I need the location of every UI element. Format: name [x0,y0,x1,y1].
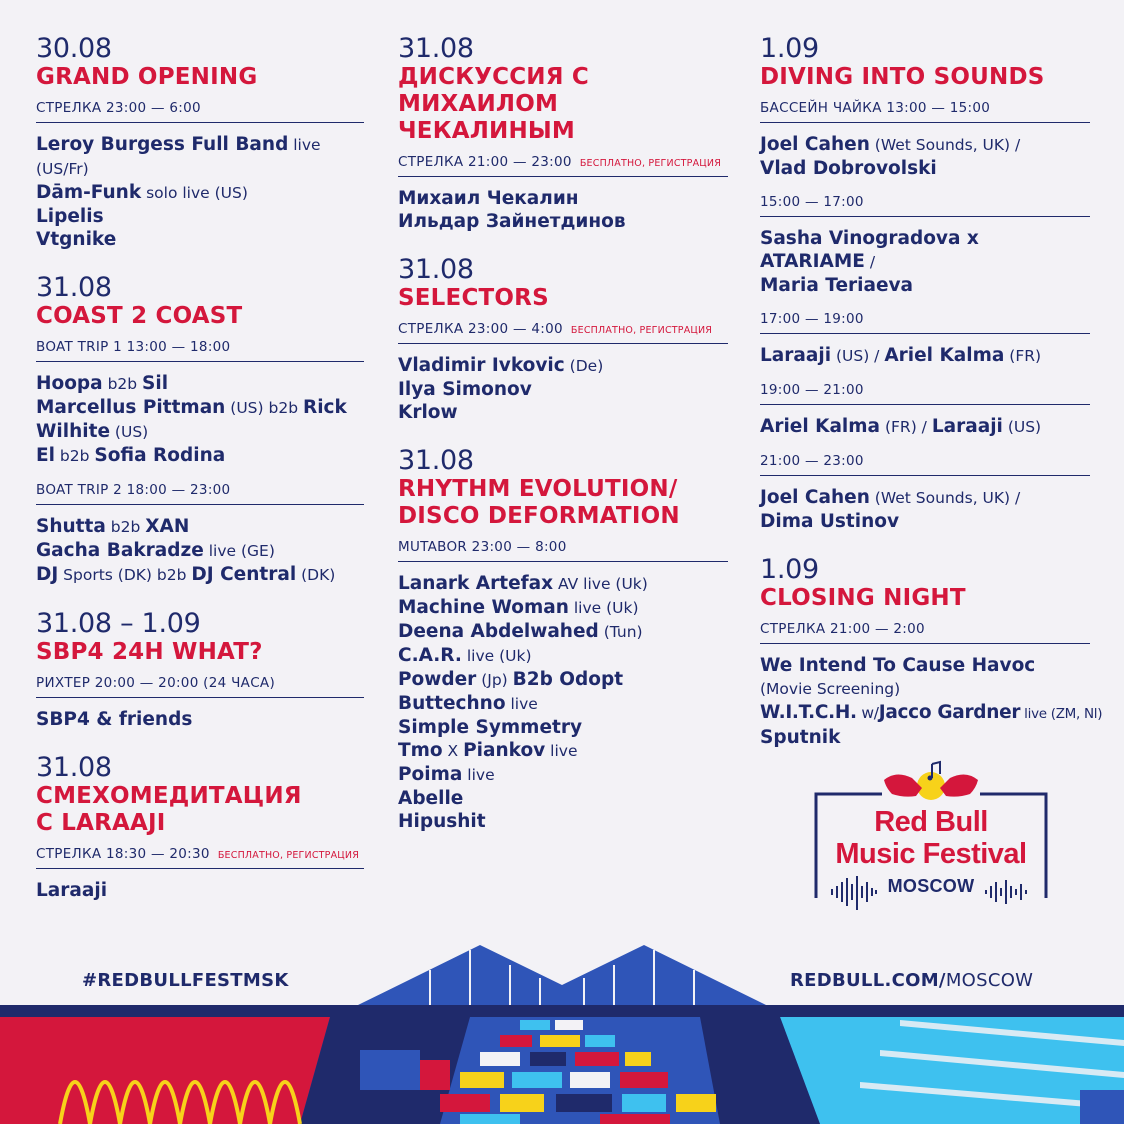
venue-time: СТРЕЛКА 18:30 — 20:30 БЕСПЛАТНО, РЕГИСТРАЦИЯ [36,837,364,869]
artist: Vtgnike [36,229,117,250]
artist: Joel Cahen (Wet Sounds, UK) / [760,487,1021,508]
venue-time: СТРЕЛКА 23:00 — 4:00 БЕСПЛАТНО, РЕГИСТРАЦИЯ [398,312,728,344]
artist: Laraaji [36,880,108,901]
event-date: 1.09 [760,554,819,585]
time-slot: 17:00 — 19:00 [760,305,1090,334]
artist: Vladimir Ivkovic (De) [398,355,604,376]
hashtag: #REDBULLFESTMSK [82,970,289,991]
event-title: RHYTHM EVOLUTION/ [398,476,678,502]
artist: Marcellus Pittman (US) b2b Rick [36,397,347,418]
artist: Михаил Чекалин [398,188,579,209]
artist: Sasha Vinogradova x ATARIAME / [760,228,979,272]
artist: Dima Ustinov [760,511,900,532]
logo-line-3: MOSCOW [887,876,975,896]
venue-time: MUTABOR 23:00 — 8:00 [398,530,728,562]
artist: Laraaji (US) / Ariel Kalma (FR) [760,345,1042,366]
event-title: МИХАИЛОМ ЧЕКАЛИНЫМ [398,91,576,144]
free-registration-note: БЕСПЛАТНО, РЕГИСТРАЦИЯ [217,850,359,861]
event-title: СМЕХОМЕДИТАЦИЯ [36,783,302,809]
event-date: 30.08 [36,33,112,64]
event-date: 31.08 [36,272,112,303]
venue-time: СТРЕЛКА 21:00 — 2:00 [760,612,1090,644]
event-date: 31.08 [398,33,474,64]
artist: Wilhite (US) [36,421,149,442]
artist: Joel Cahen (Wet Sounds, UK) / [760,134,1021,155]
venue-time: СТРЕЛКА 21:00 — 23:00 БЕСПЛАТНО, РЕГИСТРАЦИЯ [398,145,728,177]
artist: Deena Abdelwahed (Tun) [398,621,643,642]
event-date: 31.08 [398,254,474,285]
artist: Krlow [398,402,458,423]
artist: Gacha Bakradze live (GE) [36,540,275,561]
event-title: ДИСКУССИЯ С [398,64,589,90]
artist-note: (Movie Screening) [760,680,901,698]
venue-time: СТРЕЛКА 23:00 — 6:00 [36,91,364,123]
artist: Powder (Jp) B2b Odopt [398,669,624,690]
event-title: С LARAAJI [36,810,166,836]
event-title: SBP4 24H WHAT? [36,639,263,665]
event-title: DIVING INTO SOUNDS [760,64,1045,90]
artist: El b2b Sofia Rodina [36,445,226,466]
venue-time: РИХТЕР 20:00 — 20:00 (24 ЧАСА) [36,666,364,698]
event-date: 1.09 [760,33,819,64]
artist: Leroy Burgess Full Band live (US/Fr) [36,134,321,178]
website-link[interactable]: REDBULL.COM/MOSCOW [790,970,1034,991]
artist: Dām-Funk solo live (US) [36,182,248,203]
artist: Ilya Simonov [398,379,532,400]
artist: SBP4 & friends [36,709,193,730]
artist: Hipushit [398,811,486,832]
artist: Tmo X Piankov live [398,740,578,761]
time-slot: 15:00 — 17:00 [760,188,1090,217]
artist: Abelle [398,788,464,809]
artist: C.A.R. live (Uk) [398,645,532,666]
artist: Maria Teriaeva [760,275,914,296]
event-date: 31.08 [398,445,474,476]
venue-time: БАССЕЙН ЧАЙКА 13:00 — 15:00 [760,91,1090,123]
artist: Sputnik [760,727,841,748]
artist: Machine Woman live (Uk) [398,597,639,618]
artist: Lanark Artefax AV live (Uk) [398,573,648,594]
artist: Poima live [398,764,495,785]
time-slot: 21:00 — 23:00 [760,447,1090,476]
event-title: DISCO DEFORMATION [398,503,680,529]
artist: Buttechno live [398,693,538,714]
artist: We Intend To Cause Havoc [760,655,1036,676]
artist: Ильдар Зайнетдинов [398,211,626,232]
artist: Shutta b2b XAN [36,516,190,537]
logo-line-2: Music Festival [835,838,1027,870]
venue-time: BOAT TRIP 2 18:00 — 23:00 [36,476,364,505]
free-registration-note: БЕСПЛАТНО, РЕГИСТРАЦИЯ [579,158,721,169]
free-registration-note: БЕСПЛАТНО, РЕГИСТРАЦИЯ [570,325,713,336]
event-title: CLOSING NIGHT [760,585,966,611]
venue-time: BOAT TRIP 1 13:00 — 18:00 [36,330,364,362]
event-date: 31.08 [36,752,112,783]
artist: Hoopa b2b Sil [36,373,169,394]
artist: DJ Sports (DK) b2b DJ Central (DK) [36,564,336,585]
event-title: SELECTORS [398,285,549,311]
artist: Vlad Dobrovolski [760,158,937,179]
artist: Lipelis [36,206,104,227]
logo-line-1: Red Bull [874,806,988,838]
artist: Ariel Kalma (FR) / Laraaji (US) [760,416,1042,437]
event-title: COAST 2 COAST [36,303,243,329]
artist: Simple Symmetry [398,717,583,738]
event-date: 31.08 – 1.09 [36,608,201,639]
event-title: GRAND OPENING [36,64,258,90]
artist: W.I.T.C.H. w/Jacco Gardner live (ZM, Nl) [760,702,1103,723]
time-slot: 19:00 — 21:00 [760,376,1090,405]
